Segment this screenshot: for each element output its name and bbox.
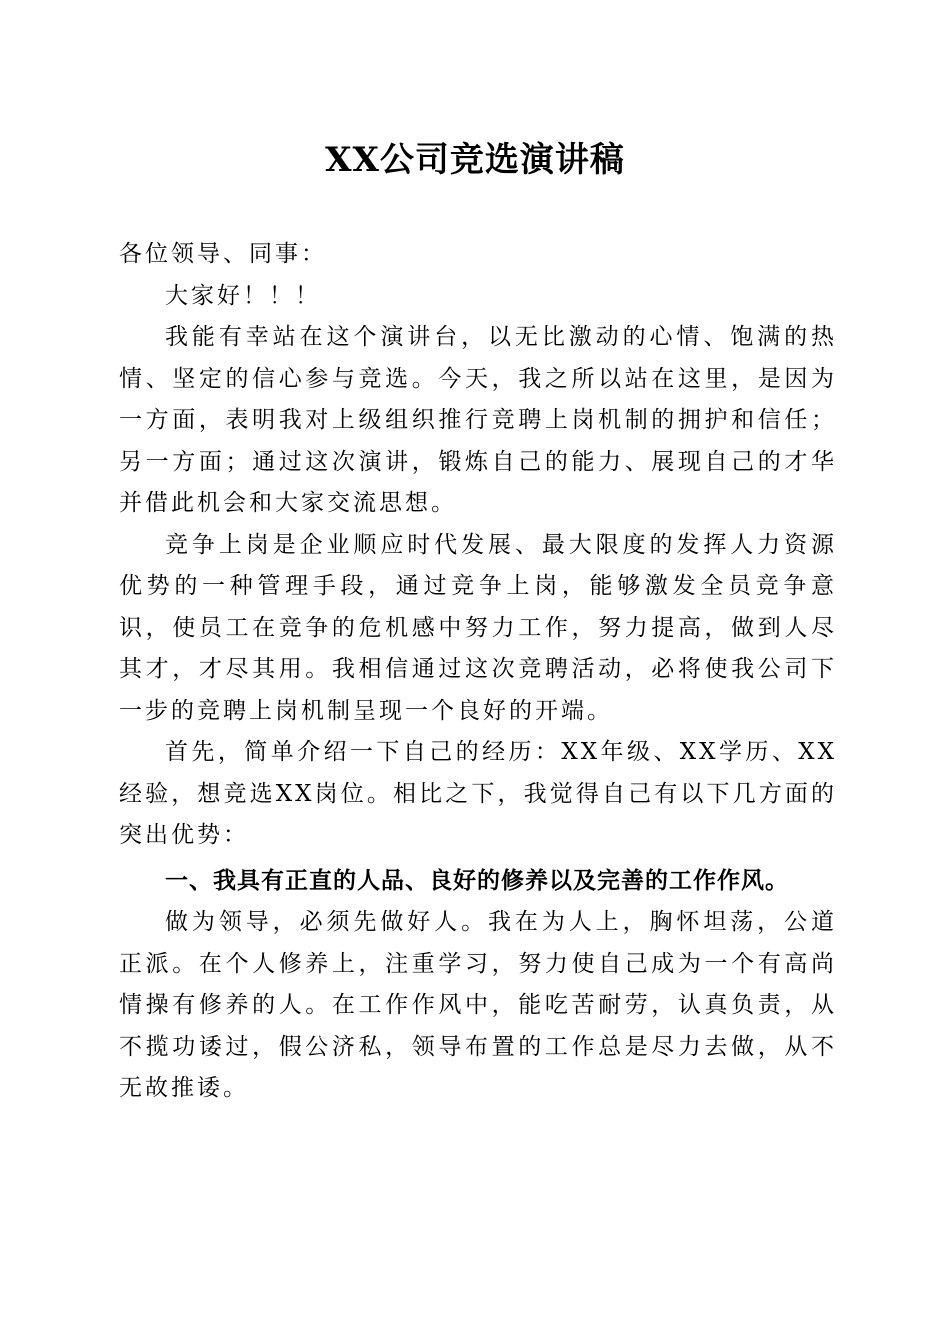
paragraph-introduction: 首先，简单介绍一下自己的经历：XX年级、XX学历、XX经验，想竞选XX岗位。相比之下，我觉得自己有以下几方面的突出优势： [119, 739, 837, 848]
greeting: 大家好！！！ [165, 282, 321, 309]
paragraph-competition: 竞争上岗是企业顺应时代发展、最大限度的发挥人力资源优势的一种管理手段，通过竞争上岗，能够激发全员竞争意识，使员工在竞争的危机感中努力工作，努力提高，做到人尽其才，才尽其用。我相信通过这次竞聘活动，必将使我公司下一步的竞聘上岗机制呈现一个良好的开端。 [119, 531, 837, 724]
paragraph-character: 做为领导，必须先做好人。我在为人上，胸怀坦荡，公道正派。在个人修养上，注重学习，努力使自己成为一个有高尚情操有修养的人。在工作作风中，能吃苦耐劳，认真负责，从不揽功诿过，假公济私，领导布置的工作总是尽力去做，从不无故推诿。 [119, 909, 837, 1101]
paragraph-opening: 我能有幸站在这个演讲台，以无比激动的心情、饱满的热情、坚定的信心参与竞选。今天，我之所以站在这里，是因为一方面，表明我对上级组织推行竞聘上岗机制的拥护和信任；另一方面；通过这次演讲，锻炼自己的能力、展现自己的才华并借此机会和大家交流思想。 [119, 324, 837, 516]
document-title: XX公司竞选演讲稿 [325, 140, 625, 180]
document-body [119, 234, 837, 1110]
salutation: 各位领导、同事： [119, 241, 327, 267]
section-heading: 一、我具有正直的人品、良好的修养以及完善的工作作风。 [165, 867, 789, 894]
